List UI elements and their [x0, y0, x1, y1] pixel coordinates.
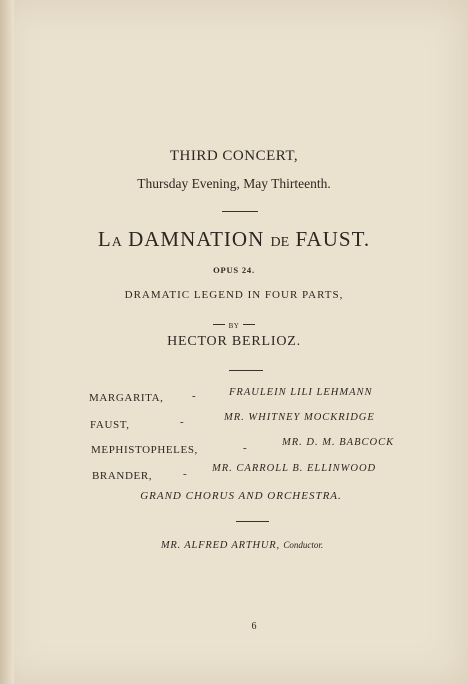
- cast-dash: -: [180, 416, 184, 428]
- composer-name: HECTOR BERLIOZ.: [167, 334, 301, 349]
- cast-dash: -: [183, 468, 187, 480]
- opus-number: OPUS 24.: [213, 265, 255, 275]
- divider-rule: [222, 211, 258, 212]
- cast-dash: -: [243, 442, 247, 454]
- divider-rule: [229, 370, 263, 371]
- by-label: BY: [228, 322, 240, 330]
- chorus-line: GRAND CHORUS AND ORCHESTRA.: [140, 490, 342, 502]
- conductor-title: Conductor.: [283, 540, 324, 550]
- cast-role: MARGARITA,: [89, 392, 164, 404]
- conductor-name: MR. ALFRED ARTHUR,: [160, 540, 280, 551]
- concert-date: Thursday Evening, May Thirteenth.: [137, 176, 331, 191]
- concert-heading: THIRD CONCERT,: [169, 148, 299, 164]
- page-number: 6: [251, 621, 257, 632]
- work-subtitle: DRAMATIC LEGEND IN FOUR PARTS,: [124, 289, 344, 301]
- title-damnation: DAMNATION: [121, 227, 271, 251]
- cast-dash: -: [192, 390, 196, 402]
- by-rule-left: [213, 324, 225, 325]
- title-de: DE: [270, 235, 290, 250]
- cast-role: BRANDER,: [92, 470, 153, 482]
- title-la-small: A: [111, 235, 122, 250]
- cast-singer: MR. WHITNEY MOCKRIDGE: [224, 412, 375, 423]
- cast-role: MEPHISTOPHELES,: [91, 444, 198, 456]
- conductor-line: [0, 540, 468, 551]
- cast-role: FAUST,: [90, 419, 130, 431]
- cast-singer: MR. D. M. BABCOCK: [282, 437, 395, 448]
- cast-singer: MR. CARROLL B. ELLINWOOD: [212, 463, 377, 474]
- divider-rule: [236, 521, 269, 522]
- title-faust: FAUST.: [289, 227, 371, 251]
- cast-singer: FRAULEIN LILI LEHMANN: [229, 387, 373, 398]
- by-rule-right: [243, 324, 255, 325]
- by-line: [0, 315, 468, 330]
- work-title: [0, 227, 468, 252]
- title-la-initial: L: [97, 227, 112, 251]
